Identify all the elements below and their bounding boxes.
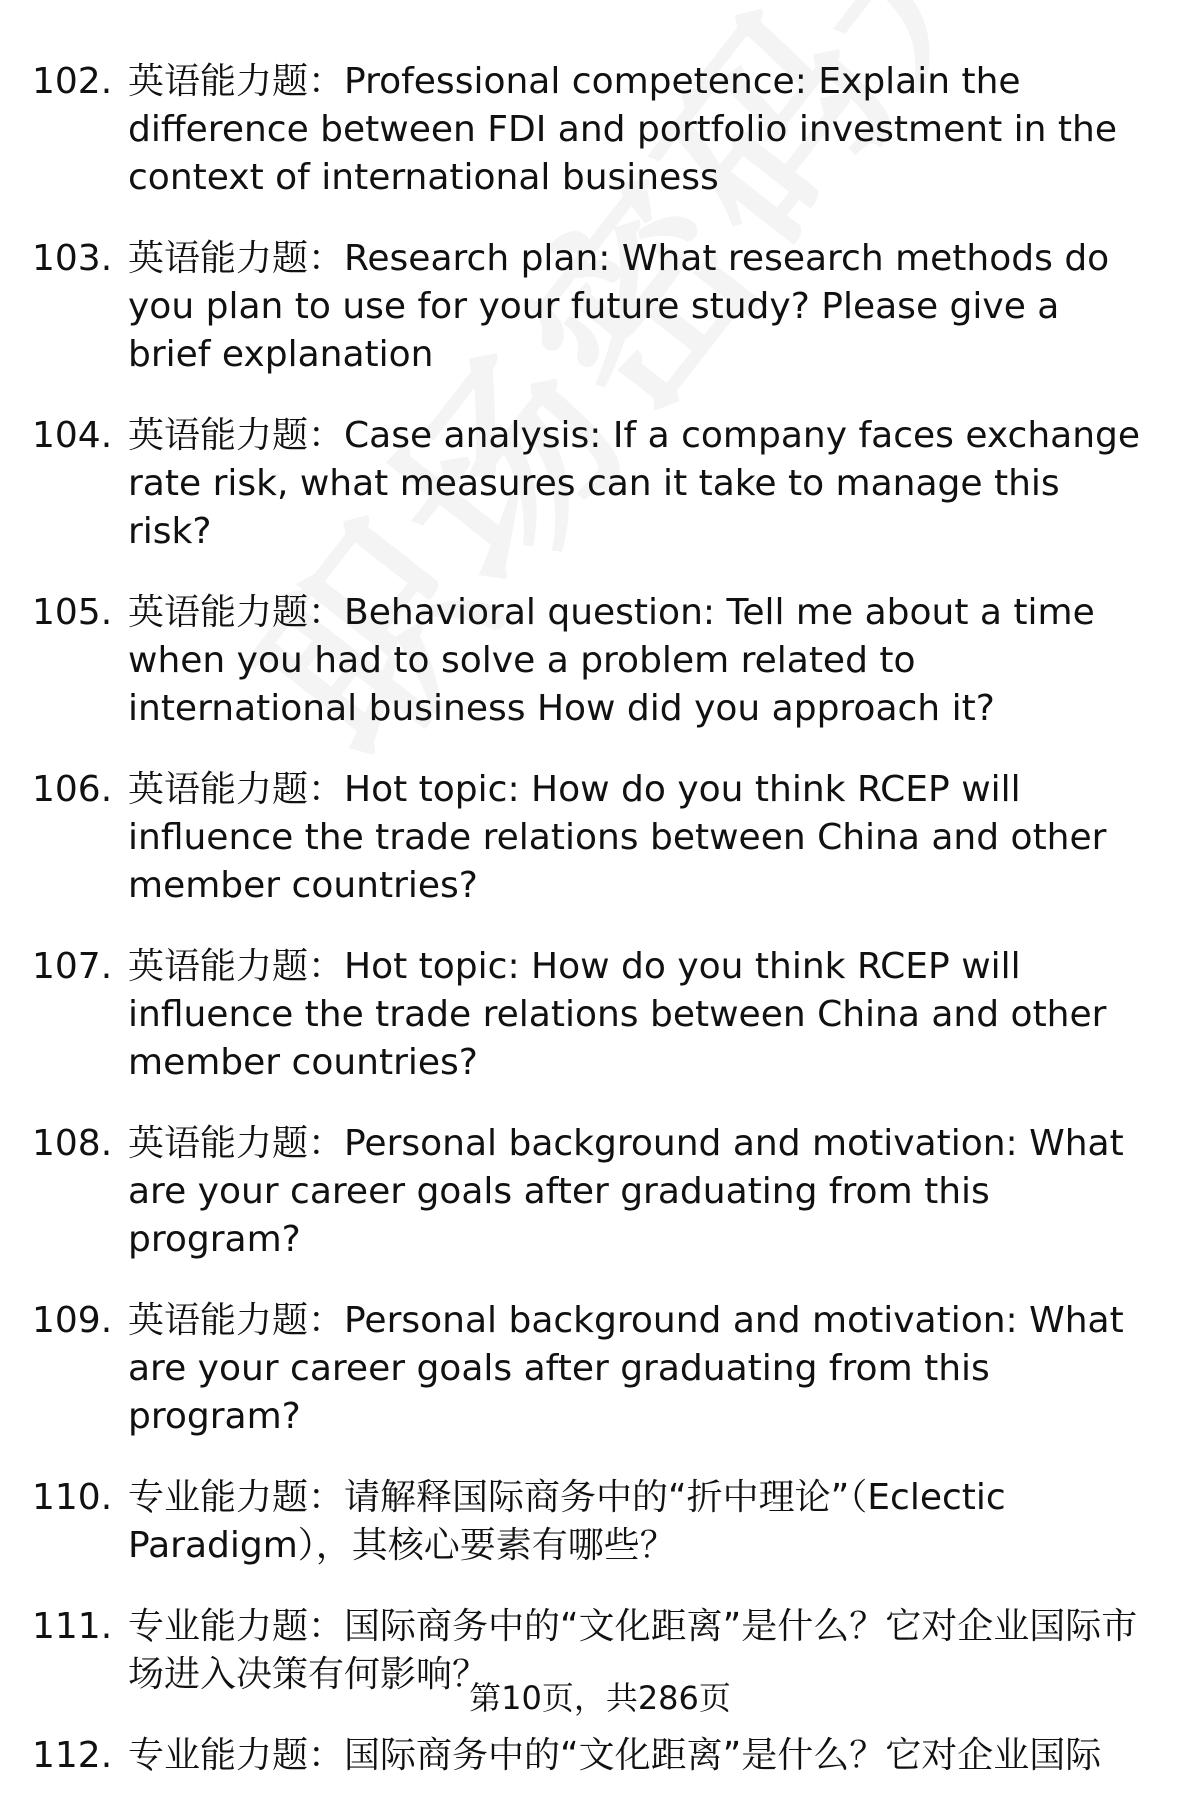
question-number: 106. bbox=[32, 769, 113, 810]
question-text: 英语能力题：Personal background and motivation: What are your career goals after graduating from this program? bbox=[128, 1300, 1124, 1437]
question-text: 英语能力题：Hot topic: How do you think RCEP will influence the trade relations between China and other member countries? bbox=[128, 946, 1107, 1083]
question-item bbox=[0, 589, 1200, 733]
question-text: 英语能力题：Hot topic: How do you think RCEP will influence the trade relations between China and other member countries? bbox=[128, 769, 1107, 906]
question-item bbox=[0, 766, 1200, 910]
question-text: 专业能力题：国际商务中的“文化距离”是什么？它对企业国际市场进入决策有何影响？ bbox=[128, 1606, 1138, 1695]
question-number: 107. bbox=[32, 946, 113, 987]
question-item bbox=[0, 1474, 1200, 1570]
question-text: 英语能力题：Case analysis: If a company faces exchange rate risk, what measures can it take to manage this risk? bbox=[128, 415, 1141, 552]
question-text: 英语能力题：Personal background and motivation: What are your career goals after graduating from this program? bbox=[128, 1123, 1124, 1260]
question-number: 109. bbox=[32, 1300, 113, 1341]
question-text: 英语能力题：Behavioral question: Tell me about a time when you had to solve a problem related to international business How did you approach it? bbox=[128, 592, 1095, 729]
question-item bbox=[0, 943, 1200, 1087]
question-number: 102. bbox=[32, 61, 113, 102]
question-list bbox=[0, 58, 1200, 1813]
question-item bbox=[0, 1120, 1200, 1264]
page-footer: 第10页，共286页 bbox=[469, 1679, 731, 1717]
question-text: 专业能力题：国际商务中的“文化距离”是什么？它对企业国际 bbox=[128, 1735, 1102, 1776]
question-item bbox=[0, 412, 1200, 556]
question-number: 112. bbox=[32, 1735, 113, 1776]
question-number: 108. bbox=[32, 1123, 113, 1164]
question-number: 103. bbox=[32, 238, 113, 279]
question-number: 104. bbox=[32, 415, 113, 456]
question-number: 111. bbox=[32, 1606, 113, 1647]
question-text: 英语能力题：Professional competence: Explain the difference between FDI and portfolio investment in the context of international business bbox=[128, 61, 1117, 198]
question-number: 105. bbox=[32, 592, 113, 633]
question-item bbox=[0, 58, 1200, 202]
question-item bbox=[0, 235, 1200, 379]
question-item bbox=[0, 1732, 1200, 1780]
question-text: 专业能力题：请解释国际商务中的“折中理论”（Eclectic Paradigm），其核心要素有哪些？ bbox=[128, 1477, 1006, 1566]
question-item bbox=[0, 1297, 1200, 1441]
question-number: 110. bbox=[32, 1477, 113, 1518]
question-text: 英语能力题：Research plan: What research methods do you plan to use for your future study? Please give a brief explanation bbox=[128, 238, 1110, 375]
